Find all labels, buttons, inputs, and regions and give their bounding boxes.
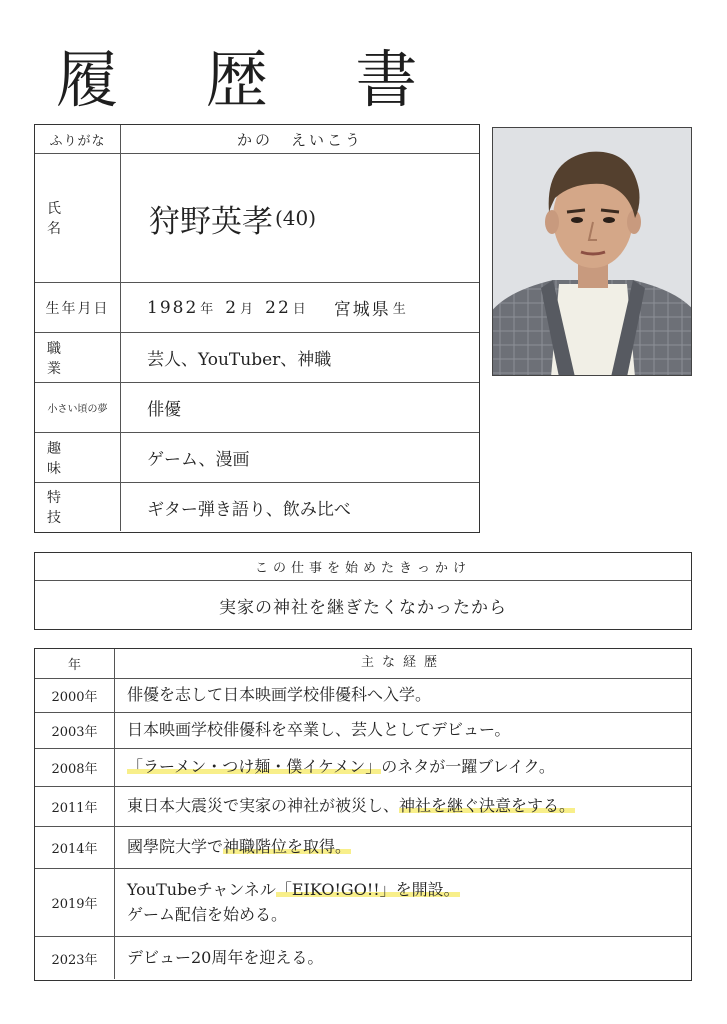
dream-value: 俳優 [147,400,181,420]
portrait-photo [492,127,692,376]
history-text [115,679,691,712]
highlighted-text: 神社を継ぐ決意をする。 [399,796,576,816]
motive-text: 実家の神社を継ぎたくなかったから [219,597,507,618]
history-text [115,749,691,786]
history-text [115,787,691,826]
history-row [35,713,691,749]
history-text-part: ゲーム配信を始める。 [127,904,288,924]
portrait-illustration [493,128,692,376]
job-value: 芸人、YouTuber、神職 [147,350,332,370]
history-text [115,869,691,936]
history-year: 2014年 [35,827,115,868]
name-value-cell [121,154,479,282]
birth-day: 22 [265,297,291,318]
history-text-part: のネタが一躍ブレイク。 [381,757,555,777]
history-year: 2023年 [35,937,115,979]
history-row [35,679,691,713]
history-year: 2011年 [35,787,115,826]
dream-label: 小さい頃の夢 [35,383,121,432]
content-header: 主な経歴 [360,655,445,671]
history-row [35,827,691,869]
year-header: 年 [35,649,115,678]
history-table [34,648,692,981]
hobby-label: 趣 味 [35,433,121,482]
job-row [35,333,479,383]
hobby-value: ゲーム、漫画 [147,450,250,470]
history-year: 2008年 [35,749,115,786]
history-row [35,787,691,827]
history-row [35,937,691,979]
history-row [35,869,691,937]
history-text-part: 國學院大学で [127,837,224,857]
highlighted-text: 神職階位を取得。 [223,837,352,857]
dream-row [35,383,479,433]
name-row [35,154,479,283]
profile-table [34,124,480,533]
birth-year: 1982 [147,297,199,318]
skill-value: ギター弾き語り、飲み比べ [147,499,351,520]
history-text-part: 東日本大震災で実家の神社が被災し、 [127,796,400,816]
furigana-value: かの えいこう [236,130,363,149]
motive-heading: この仕事を始めたきっかけ [35,553,691,581]
age-value: (40) [275,206,317,230]
birth-day-unit: 日 [292,302,308,317]
birth-year-unit: 年 [200,302,216,317]
name-label: 氏 名 [35,154,121,282]
history-row [35,749,691,787]
birth-place: 宮城県 [333,300,391,320]
furigana-label: ふりがな [35,125,121,153]
birth-place-unit: 生 [392,302,408,317]
motive-box [34,552,692,630]
history-text [115,713,691,748]
history-year: 2019年 [35,869,115,936]
history-text-part: 日本映画学校俳優科を卒業し、芸人としてデビュー。 [127,720,511,740]
birth-row [35,283,479,333]
document-title: 履 歴 書 [56,43,452,116]
name-value: 狩野英孝 [149,203,273,240]
history-text-part: YouTubeチャンネル [127,879,276,899]
job-label: 職 業 [35,333,121,382]
birth-value [121,283,479,332]
birth-month-unit: 月 [240,302,256,317]
history-text [115,827,691,868]
birth-label: 生年月日 [35,283,121,332]
birth-month: 2 [225,297,239,318]
skill-label: 特 技 [35,483,121,531]
furigana-row [35,125,479,154]
history-text [115,937,691,979]
history-text-part: 俳優を志して日本映画学校俳優科へ入学。 [127,685,432,705]
history-year: 2003年 [35,713,115,748]
history-header-row [35,649,691,679]
hobby-row [35,433,479,483]
skill-row [35,483,479,531]
history-text-part: デビュー20周年を迎える。 [127,947,324,967]
highlighted-text: 「ラーメン・つけ麺・僕イケメン」 [127,757,382,777]
highlighted-text: 「EIKO!GO!!」を開設。 [275,879,460,899]
history-year: 2000年 [35,679,115,712]
